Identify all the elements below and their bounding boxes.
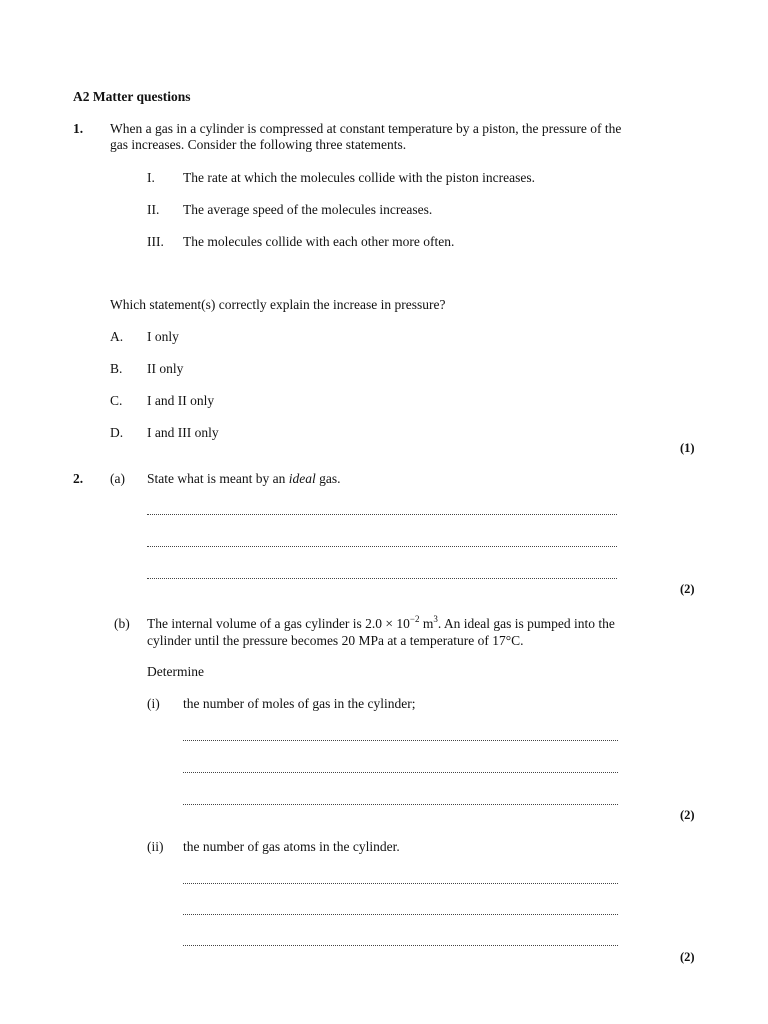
answer-line[interactable] bbox=[183, 945, 618, 946]
part-a-text: State what is meant by an ideal gas. bbox=[147, 471, 341, 486]
page-title: A2 Matter questions bbox=[73, 89, 191, 104]
answer-line[interactable] bbox=[183, 883, 618, 884]
statement-number: III. bbox=[147, 234, 164, 249]
question-1-marks: (1) bbox=[680, 441, 695, 455]
part-b-line-2: cylinder until the pressure becomes 20 MPa at a temperature of 17°C. bbox=[147, 633, 524, 648]
option-text: I and III only bbox=[147, 425, 219, 440]
part-b-label: (b) bbox=[114, 616, 130, 631]
part-b-line-1: The internal volume of a gas cylinder is $2.0 \times 10^{-2}$ $m^3$. An ideal gas is pumped into the bbox=[147, 614, 615, 631]
part-b-i-text: the number of moles of gas in the cylinder; bbox=[183, 696, 416, 711]
option-letter: D. bbox=[110, 425, 124, 440]
answer-line[interactable] bbox=[183, 740, 618, 741]
part-b-ii-label: (ii) bbox=[147, 839, 164, 854]
answer-line[interactable] bbox=[183, 914, 618, 915]
statement-number: II. bbox=[147, 202, 160, 217]
part-b-i-label: (i) bbox=[147, 696, 160, 711]
answer-line[interactable] bbox=[147, 546, 617, 547]
option-text: II only bbox=[147, 361, 184, 376]
question-1-prompt: Which statement(s) correctly explain the increase in pressure? bbox=[110, 297, 446, 312]
option-letter: A. bbox=[110, 329, 124, 344]
part-a-marks: (2) bbox=[680, 582, 695, 596]
statement-text: The rate at which the molecules collide with the piston increases. bbox=[183, 170, 536, 185]
statement-text: The molecules collide with each other more often. bbox=[183, 234, 455, 249]
answer-line[interactable] bbox=[183, 804, 618, 805]
option-letter: C. bbox=[110, 393, 123, 408]
answer-line[interactable] bbox=[183, 772, 618, 773]
determine-label: Determine bbox=[147, 664, 204, 679]
option-letter: B. bbox=[110, 361, 123, 376]
option-text: I and II only bbox=[147, 393, 215, 408]
question-1-number: 1. bbox=[73, 121, 84, 136]
statement-number: I. bbox=[147, 170, 155, 185]
answer-line[interactable] bbox=[147, 578, 617, 579]
part-b-ii-marks: (2) bbox=[680, 950, 695, 964]
part-a-label: (a) bbox=[110, 471, 125, 486]
option-text: I only bbox=[147, 329, 179, 344]
statement-text: The average speed of the molecules increases. bbox=[183, 202, 433, 217]
answer-line[interactable] bbox=[147, 514, 617, 515]
question-1-stem-line-1: When a gas in a cylinder is compressed at constant temperature by a piston, the pressure of the bbox=[110, 121, 622, 136]
question-2-number: 2. bbox=[73, 471, 84, 486]
part-b-ii-text: the number of gas atoms in the cylinder. bbox=[183, 839, 400, 854]
part-b-i-marks: (2) bbox=[680, 808, 695, 822]
question-1-stem-line-2: gas increases. Consider the following three statements. bbox=[110, 137, 407, 152]
